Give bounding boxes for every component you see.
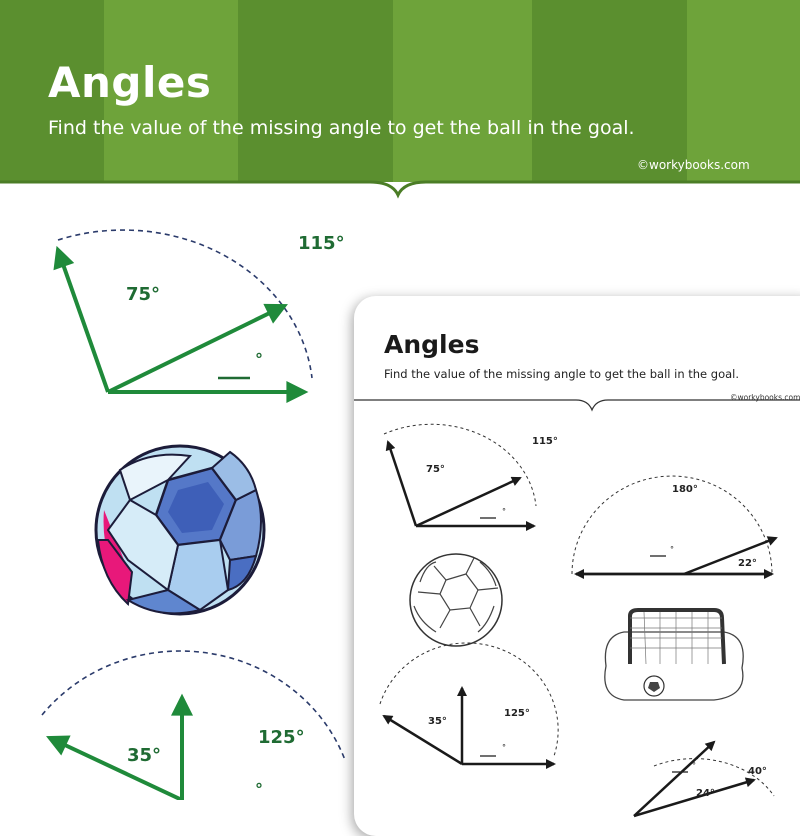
soccer-ball-icon: [96, 446, 264, 614]
page-title: Angles: [48, 58, 212, 107]
preview-soccer-ball-icon: [410, 554, 502, 646]
preview-p1-given: 75°: [426, 464, 445, 475]
angle-1-given-label: 75°: [126, 284, 161, 305]
preview-soccer-goal-icon: [605, 610, 743, 700]
angle-2-total-label: 125°: [258, 727, 305, 748]
worksheet-preview: [354, 296, 800, 836]
copyright-text: ©workybooks.com: [637, 158, 750, 172]
preview-p4-total: 40°: [748, 766, 767, 777]
angle-diagram-1: [58, 230, 312, 392]
preview-p1-total: 115°: [532, 436, 558, 447]
preview-p2-given: 22°: [738, 558, 757, 569]
preview-p4-given: 24°: [696, 788, 715, 799]
svg-text:°: °: [502, 507, 506, 516]
svg-text:°: °: [670, 545, 674, 554]
page-instructions: Find the value of the missing angle to get the ball in the goal.: [48, 117, 635, 139]
angle-1-total-label: 115°: [298, 233, 345, 254]
preview-p3-given: 35°: [428, 716, 447, 727]
svg-text:°: °: [502, 743, 506, 752]
preview-p3-total: 125°: [504, 708, 530, 719]
preview-instructions: Find the value of the missing angle to get the ball in the goal.: [384, 367, 740, 381]
angle-1-missing-label: °: [255, 350, 263, 369]
preview-p2-total: 180°: [672, 484, 698, 495]
preview-copyright: ©workybooks.com: [730, 393, 800, 402]
svg-text:°: °: [692, 761, 696, 770]
preview-title: Angles: [384, 330, 480, 359]
angle-2-missing-label: °: [255, 780, 263, 799]
angle-diagram-2: [42, 651, 345, 800]
angle-2-given-label: 35°: [127, 745, 162, 766]
